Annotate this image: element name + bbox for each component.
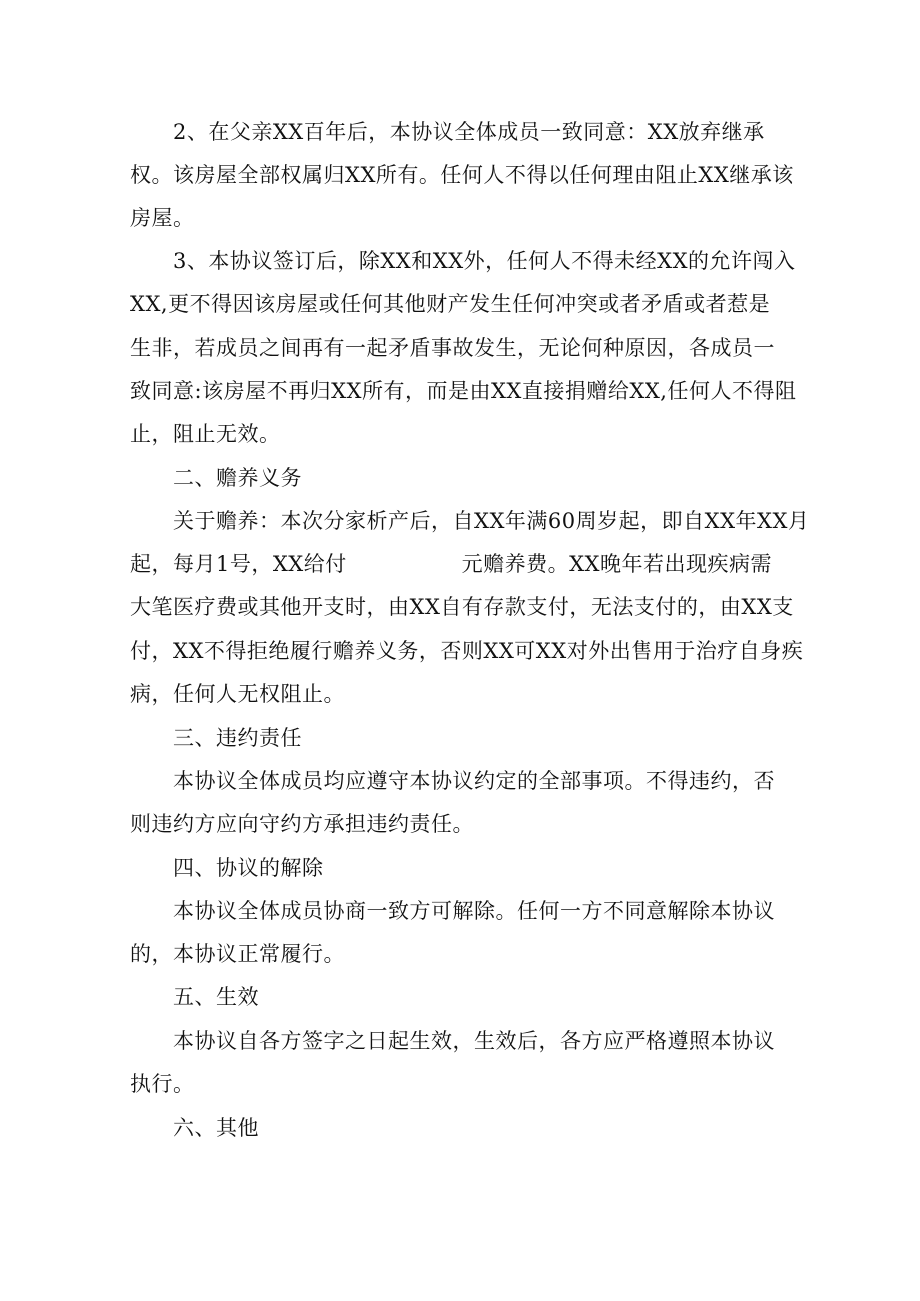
termination-line-1: 本协议全体成员协商一致方可解除。任何一方不同意解除本协议 <box>173 899 775 923</box>
paragraph-2-line-1: 2、在父亲XX百年后，本协议全体成员一致同意：XX放弃继承 <box>173 120 765 144</box>
effect-line-1: 本协议自各方签字之日起生效，生效后，各方应严格遵照本协议 <box>173 1029 775 1053</box>
support-line-1: 关于赡养：本次分家析产后，自XX年满60周岁起，即自XX年XX月 <box>173 509 810 533</box>
paragraph-3-line-2: XX,更不得因该房屋或任何其他财产发生任何冲突或者矛盾或者惹是 <box>130 292 771 316</box>
support-line-5: 病，任何人无权阻止。 <box>130 682 345 706</box>
breach-line-1: 本协议全体成员均应遵守本协议约定的全部事项。不得违约，否 <box>173 769 775 793</box>
section-heading-effect: 五、生效 <box>173 985 259 1009</box>
breach-line-2: 则违约方应向守约方承担违约责任。 <box>130 812 474 836</box>
section-heading-breach: 三、违约责任 <box>173 726 302 750</box>
paragraph-3-line-4: 致同意:该房屋不再归XX所有，而是由XX直接捐赠给XX,任何人不得阻 <box>130 379 797 403</box>
support-line-3: 大笔医疗费或其他开支时，由XX自有存款支付，无法支付的，由XX支 <box>130 595 794 619</box>
section-heading-support: 二、赡养义务 <box>173 466 302 490</box>
effect-line-2: 执行。 <box>130 1072 195 1096</box>
termination-line-2: 的，本协议正常履行。 <box>130 942 345 966</box>
section-heading-termination: 四、协议的解除 <box>173 856 324 880</box>
paragraph-2-line-2: 权。该房屋全部权属归XX所有。任何人不得以任何理由阻止XX继承该 <box>130 163 794 187</box>
paragraph-3-line-3: 生非，若成员之间再有一起矛盾事故发生，无论何种原因，各成员一 <box>130 336 775 360</box>
section-heading-other: 六、其他 <box>173 1116 259 1140</box>
support-line-4: 付，XX不得拒绝履行赡养义务，否则XX可XX对外出售用于治疗自身疾 <box>130 639 804 663</box>
paragraph-3-line-1: 3、本协议签订后，除XX和XX外，任何人不得未经XX的允许闯入 <box>173 249 796 273</box>
paragraph-3-line-5: 止，阻止无效。 <box>130 422 281 446</box>
paragraph-2-line-3: 房屋。 <box>130 206 195 230</box>
support-line-2: 起，每月1号，XX给付 元赡养费。XX晚年若出现疾病需 <box>130 552 772 576</box>
